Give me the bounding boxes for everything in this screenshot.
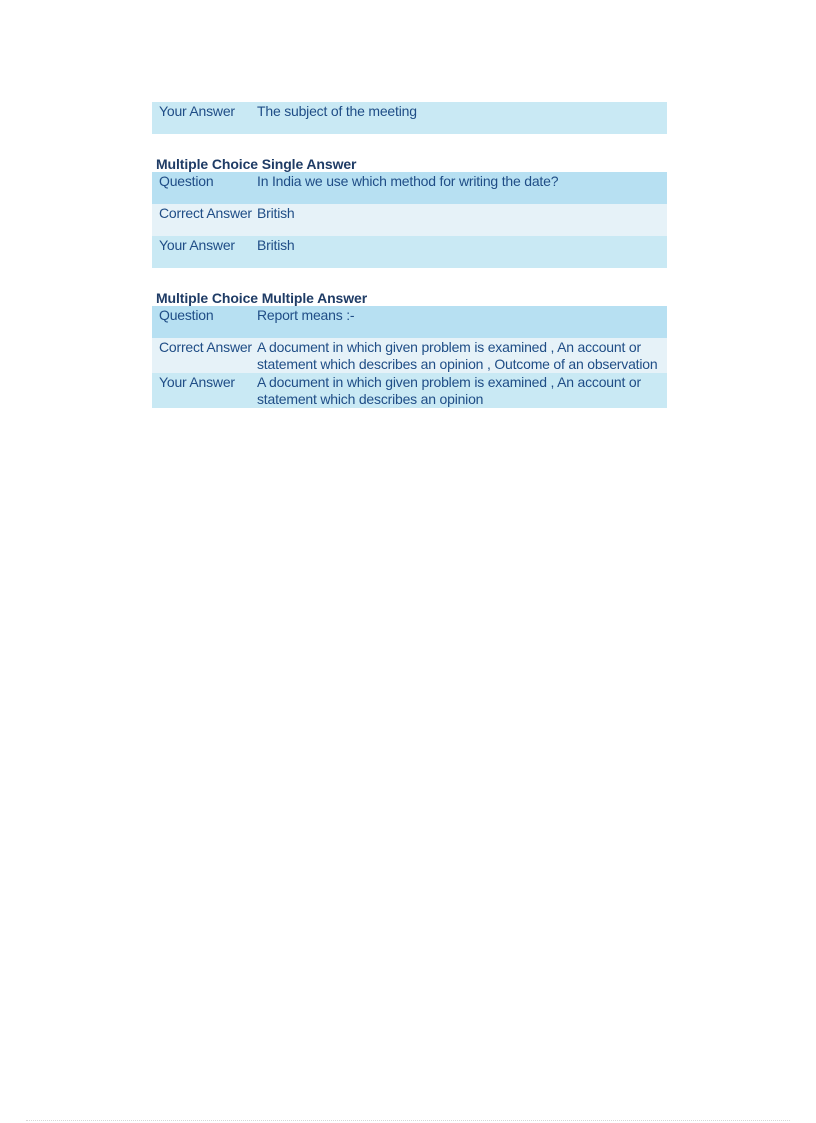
quiz-results <box>152 102 667 408</box>
your-answer-value: British <box>257 236 667 268</box>
previous-question-table <box>152 102 667 134</box>
section-heading-multiple-answer: Multiple Choice Multiple Answer <box>156 290 368 306</box>
your-answer-value: A document in which given problem is examined , An account or statement which describes an opinion <box>257 373 667 408</box>
question-label: Question <box>152 172 257 204</box>
correct-answer-label: Correct Answer <box>152 204 257 236</box>
spacer <box>152 134 667 156</box>
your-answer-label: Your Answer <box>152 236 257 268</box>
question-value: Report means :- <box>257 306 667 338</box>
your-answer-label: Your Answer <box>152 373 257 408</box>
your-answer-label: Your Answer <box>152 102 257 134</box>
single-answer-table <box>152 172 667 268</box>
your-answer-row <box>152 373 667 408</box>
your-answer-row <box>152 102 667 134</box>
your-answer-value: The subject of the meeting <box>257 102 667 134</box>
question-value: In India we use which method for writing the date? <box>257 172 667 204</box>
question-row <box>152 306 667 338</box>
correct-answer-value: A document in which given problem is examined , An account or statement which describes an opinion , Outcome of an observation <box>257 338 667 373</box>
spacer <box>152 268 667 290</box>
correct-answer-row <box>152 338 667 373</box>
correct-answer-row <box>152 204 667 236</box>
question-row <box>152 172 667 204</box>
correct-answer-label: Correct Answer <box>152 338 257 373</box>
your-answer-row <box>152 236 667 268</box>
page-footer-divider <box>26 1120 790 1121</box>
correct-answer-value: British <box>257 204 667 236</box>
section-heading-single-answer: Multiple Choice Single Answer <box>156 156 357 172</box>
multiple-answer-table <box>152 306 667 408</box>
question-label: Question <box>152 306 257 338</box>
